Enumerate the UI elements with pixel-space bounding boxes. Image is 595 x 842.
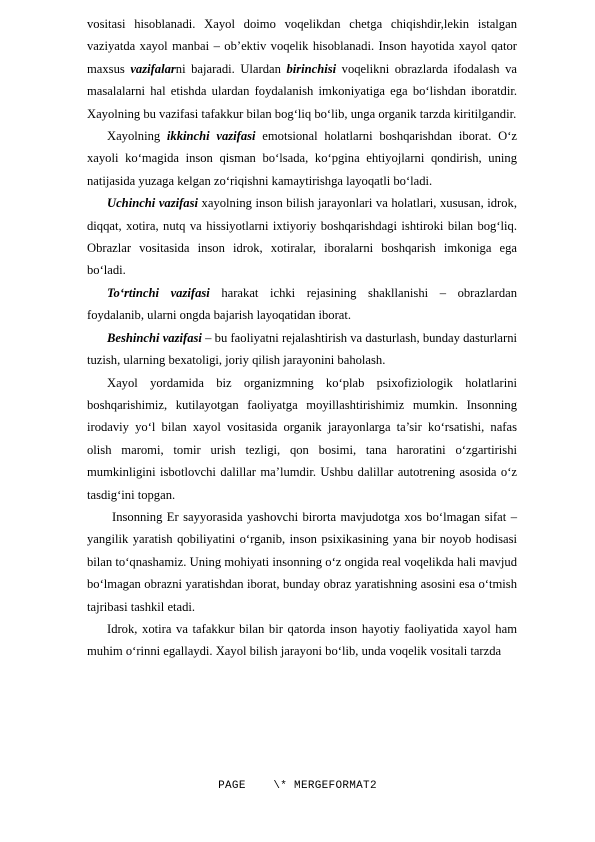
paragraph-2-text-a: Xayolning — [107, 129, 167, 144]
emphasis-uchinchi-vazifasi: Uchinchi vazifasi — [107, 196, 199, 211]
paragraph-3-text: xayolning inson bilish jarayonlari va holatlari, xususan, idrok, diqqat, xotira, nutq va hissiyotlarni ixtiyoriy boshqarishdagi ishtiroki bilan bog‘liq. Obrazlar vositasida inson idrok, xotiralar, iboralarni boshqarish imkoniga ega bo‘ladi. — [87, 196, 517, 278]
paragraph-1 — [87, 13, 517, 125]
paragraph-1-text-a: vositasi hisoblanadi. Xayol doimo voqelikdan chetga chiqishdir,lekin istalgan vaziyatda xayol manbai – ob’ektiv voqelik hisoblanadi. Inson hayotida xayol qator maxsus — [87, 17, 517, 76]
emphasis-vazifalar: vazifalar — [130, 61, 176, 76]
paragraph-6: Xayol yordamida biz organizmning ko‘plab psixofiziologik holatlarini boshqarishimiz, kutilayotgan faoliyatga moyillashtirishimiz mumkin. Insonning irodaviy yo‘l bilan xayol vositasida organik jarayonlarga ta’sir ko‘rsatishi, nafas olish maromi, tomir urish tezligi, qon bosimi, tana haroratini o‘zgartirishi mumkinligini isbotlovchi dalillar ma’lumdir. Ushbu dalillar autotrening asosida o‘z tasdig‘ini topgan. — [87, 375, 517, 502]
paragraph-1-text-c: voqelikni obrazlarda ifodalash va masalalarni hal etishda ulardan foydalanish imkoniyatiga ega bo‘lishdan iboratdir. Xayolning bu vazifasi tafakkur bilan bog‘liq bo‘lib, unga organik tarzda kiritilgandir. — [87, 61, 517, 121]
paragraph-8: Idrok, xotira va tafakkur bilan bir qatorda inson hayotiy faoliyatida xayol ham muhim o‘rinni egallaydi. Xayol bilish jarayoni bo‘lib, unda voqelik vositali tarzda — [87, 621, 517, 659]
paragraph-4-text: harakat ichki rejasining shakllanishi – obrazlardan foydalanib, ularni ongda bajarish layoqatidan iborat. — [87, 285, 517, 323]
paragraph-3 — [87, 192, 517, 282]
emphasis-birinchisi: birinchisi — [286, 61, 337, 76]
paragraph-7: Insonning Er sayyorasida yashovchi birorta mavjudotga xos bo‘lmagan sifat – yangilik yaratish qobiliyatini o‘rganib, inson psixikasining yana bir noyob hodisasi bilan to‘qnashamiz. Uning mohiyati insonning o‘z ongida real voqelikda hali mavjud bo‘lmagan obrazni yaratishdan iborat, bunday obraz yaratishning asosini esa o‘tmish tajribasi tashkil etadi. — [87, 509, 517, 614]
emphasis-ikkinchi-vazifasi: ikkinchi vazifasi — [166, 129, 256, 144]
emphasis-beshinchi-vazifasi: Beshinchi vazifasi — [107, 330, 202, 345]
paragraph-5 — [87, 327, 517, 372]
body-text — [87, 13, 517, 663]
paragraph-4 — [87, 282, 517, 327]
paragraph-5-text: – bu faoliyatni rejalashtirish va dasturlash, bunday dasturlarni tuzish, ularning bexatoligi, joriy qilish jarayonini baholash. — [87, 330, 517, 368]
paragraph-2-text-b: emotsional holatlarni boshqarishdan iborat. O‘z xayoli ko‘magida inson qisman bo‘lsada, ko‘pgina ehtiyojlarni qondirish, uning natijasida yuzaga kelgan zo‘riqishni kamaytirishga layoqatli bo‘ladi. — [87, 129, 517, 188]
emphasis-tortinchi-vazifasi: To‘rtinchi vazifasi — [107, 285, 210, 300]
paragraph-1-text-b: ni bajaradi. Ulardan — [175, 61, 287, 76]
page-footer — [0, 780, 595, 792]
paragraph-2 — [87, 125, 517, 192]
page-field-code: PAGE \* MERGEFORMAT2 — [218, 780, 377, 792]
